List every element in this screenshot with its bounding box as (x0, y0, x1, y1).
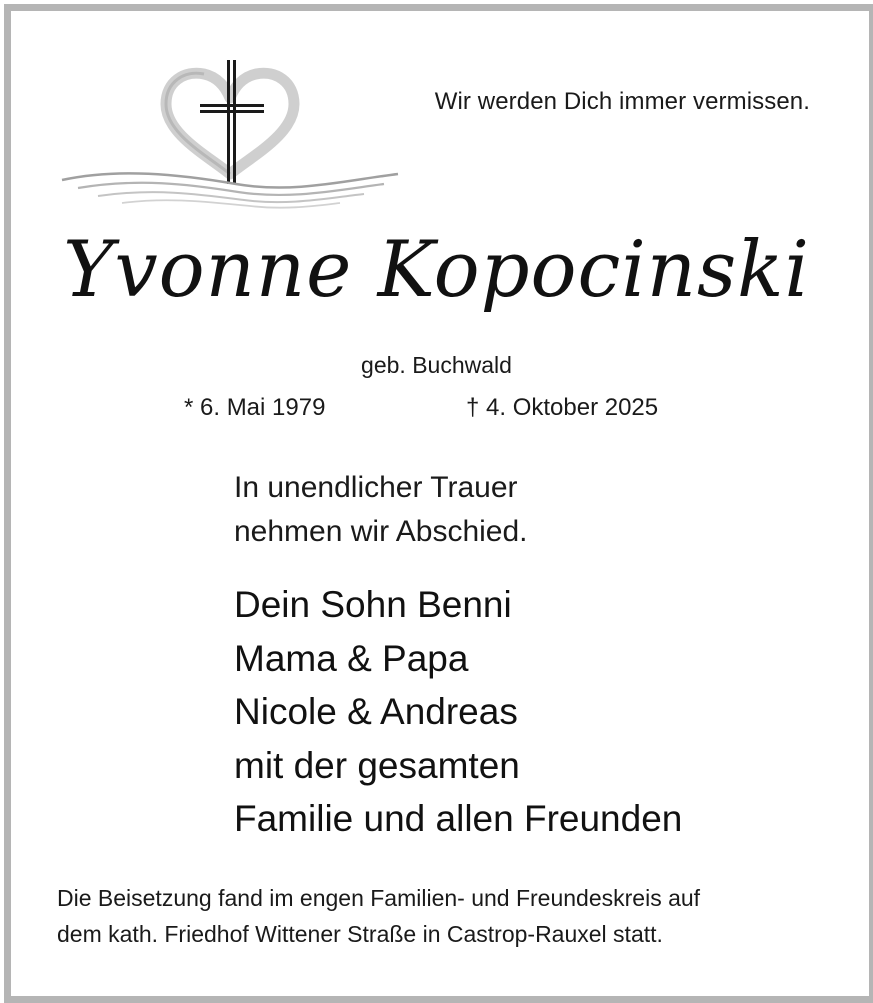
burial-notice-line: dem kath. Friedhof Wittener Straße in Castrop-Rauxel statt. (57, 921, 663, 947)
birth-date: * 6. Mai 1979 (184, 394, 326, 421)
mourner-line: mit der gesamten (234, 744, 520, 786)
burial-notice (57, 880, 827, 952)
maiden-name: geb. Buchwald (361, 352, 512, 378)
mourners-list (234, 578, 682, 846)
mourner-line: Mama & Papa (234, 637, 469, 679)
memorial-emblem (58, 56, 403, 216)
burial-notice-line: Die Beisetzung fand im engen Familien- und Freundeskreis auf (57, 885, 701, 911)
mourner-line: Dein Sohn Benni (234, 584, 512, 625)
deceased-name: Yvonne Kopocinski (63, 225, 810, 315)
mourner-line: Nicole & Andreas (234, 691, 518, 732)
mourner-line: Familie und allen Freunden (234, 798, 683, 839)
grief-statement (234, 466, 528, 554)
grief-line: nehmen wir Abschied. (234, 515, 528, 548)
grief-line: In unendlicher Trauer (234, 471, 518, 504)
motto-text: Wir werden Dich immer vermissen. (434, 88, 810, 115)
death-date: † 4. Oktober 2025 (466, 394, 659, 421)
